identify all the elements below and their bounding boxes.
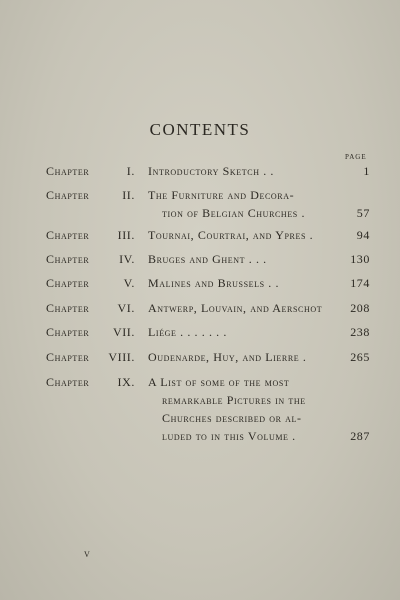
chapter-title [148,186,338,222]
chapter-page-number: 287 [350,429,370,443]
chapter-word: Chapter [46,188,90,202]
chapter-title-line: Malines and Brussels . . [148,276,280,290]
chapter-title [148,373,338,445]
chapter-title-line: The Furniture and Decora- [148,188,295,202]
chapter-word: Chapter [46,301,90,315]
folio-number: v [84,548,90,560]
chapter-title-line: Oudenarde, Huy, and Lierre . [148,350,307,364]
chapter-word: Chapter [46,375,90,389]
chapter-page-number: 57 [356,206,370,220]
chapter-number: VI. [117,301,135,315]
chapter-number: III. [117,228,135,242]
chapter-title-line: Liége . . . . . . . [148,325,227,339]
chapter-title-line: tion of Belgian Churches . [162,206,306,220]
chapter-title-line: A List of some of the most [148,375,290,389]
chapter-page-number: 265 [350,350,370,364]
chapter-page-number: 130 [350,252,370,266]
chapter-title-line: Churches described or al- [162,411,302,425]
chapter-page-number: 208 [350,301,370,315]
chapter-title [148,250,338,268]
chapter-page-number: 174 [350,276,370,290]
chapter-number: VII. [112,325,135,339]
chapter-number: II. [122,188,135,202]
chapter-number: IV. [119,252,135,266]
chapter-number: VIII. [108,350,135,364]
chapter-title-line: Antwerp, Louvain, and Aerschot [148,301,323,315]
chapter-title [148,226,338,244]
chapter-title [148,323,338,341]
chapter-title-line: Introductory Sketch . . [148,164,274,178]
chapter-page-number: 94 [356,228,370,242]
chapter-number: IX. [117,375,135,389]
chapter-title [148,274,338,292]
chapter-word: Chapter [46,276,90,290]
chapter-title [148,162,338,180]
chapter-number: V. [123,276,135,290]
chapter-word: Chapter [46,228,90,242]
chapter-title-line: remarkable Pictures in the [162,393,306,407]
chapter-word: Chapter [46,350,90,364]
chapter-title [148,299,338,317]
chapter-page-number: 238 [350,325,370,339]
chapter-word: Chapter [46,325,90,339]
chapter-title [148,348,338,366]
chapter-title-line: Tournai, Courtrai, and Ypres . [148,228,314,242]
page-column-label: PAGE [345,153,367,161]
page-title: CONTENTS [149,120,251,139]
chapter-title-line: Bruges and Ghent . . . [148,252,267,266]
chapter-word: Chapter [46,164,90,178]
chapter-word: Chapter [46,252,90,266]
chapter-page-number: 1 [363,164,370,178]
chapter-number: I. [126,164,135,178]
chapter-title-line: luded to in this Volume . [162,429,296,443]
